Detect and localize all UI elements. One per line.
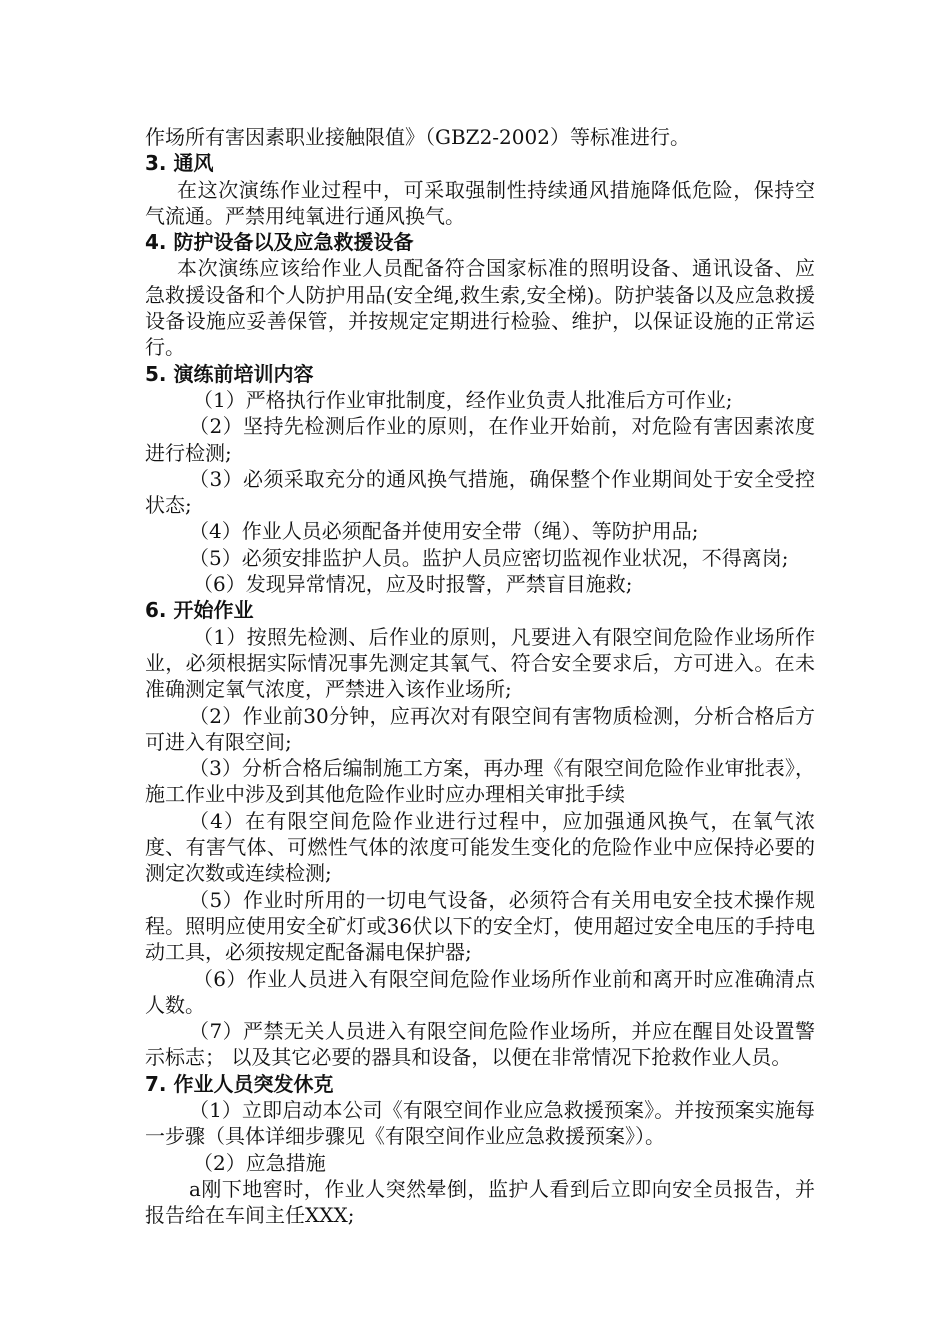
paragraph: 在这次演练作业过程中，可采取强制性持续通风措施降低危险，保持空气流通。严禁用纯氧进行通风换气。 <box>145 177 815 228</box>
list-item: （4）作业人员必须配备并使用安全带（绳）、等防护用品; <box>189 519 699 544</box>
list-item: （2）应急措施 <box>193 1150 326 1175</box>
list-item: （4）在有限空间危险作业进行过程中，应加强通风换气，在氧气浓度、有害气体、可燃性气体的浓度可能发生变化的危险作业中应保持必要的测定次数或连续检测; <box>145 808 815 886</box>
list-item: （1）严格执行作业审批制度，经作业负责人批准后方可作业; <box>193 387 733 412</box>
list-item: （3）分析合格后编制施工方案，再办理《有限空间危险作业审批表》，施工作业中涉及到其他危险作业时应办理相关审批手续 <box>145 756 815 807</box>
list-item: （6）发现异常情况，应及时报警，严禁盲目施救; <box>193 572 633 597</box>
list-item: （5）作业时所用的一切电气设备，必须符合有关用电安全技术操作规程。照明应使用安全矿灯或36伏以下的安全灯，使用超过安全电压的手持电动工具，必须按规定配备漏电保护器; <box>145 887 815 965</box>
paragraph: 作场所有害因素职业接触限值》（GBZ2-2002）等标准进行。 <box>145 125 690 149</box>
list-item: （3）必须采取充分的通风换气措施，确保整个作业期间处于安全受控状态; <box>145 466 815 518</box>
section-heading: 6. 开始作业 <box>145 598 254 623</box>
list-item: （1）立即启动本公司《有限空间作业应急救援预案》。并按预案实施每一步骤（具体详细步骤见《有限空间作业应急救援预案》）。 <box>145 1097 815 1149</box>
list-item: （2）坚持先检测后作业的原则，在作业开始前，对危险有害因素浓度进行检测; <box>145 414 815 465</box>
list-item: （5）必须安排监护人员。监护人员应密切监视作业状况，不得离岗; <box>189 545 789 570</box>
section-heading: 7. 作业人员突发休克 <box>145 1071 334 1096</box>
list-item: （7）严禁无关人员进入有限空间危险作业场所，并应在醒目处设置警示标志； 以及其它必要的器具和设备，以便在非常情况下抢救作业人员。 <box>145 1019 815 1070</box>
list-item: （6）作业人员进入有限空间危险作业场所作业前和离开时应准确清点人数。 <box>145 966 815 1017</box>
section-heading: 3. 通风 <box>145 151 214 176</box>
section-heading: 5. 演练前培训内容 <box>145 361 314 386</box>
list-item: （2）作业前30分钟，应再次对有限空间有害物质检测，分析合格后方可进入有限空间; <box>145 703 815 754</box>
section-heading: 4. 防护设备以及应急救援设备 <box>145 230 414 255</box>
document-body <box>145 124 815 1228</box>
list-item: a刚下地窖时，作业人突然晕倒，监护人看到后立即向安全员报告，并报告给在车间主任XXX; <box>145 1176 815 1228</box>
list-item: （1）按照先检测、后作业的原则，凡要进入有限空间危险作业场所作业，必须根据实际情况事先测定其氧气、符合安全要求后，方可进入。在未准确测定氧气浓度，严禁进入该作业场所; <box>145 624 815 702</box>
paragraph: 本次演练应该给作业人员配备符合国家标准的照明设备、通讯设备、应急救援设备和个人防护用品(安全绳,救生索,安全梯)。防护装备以及应急救援设备设施应妥善保管，并按规定定期进行检验、维护，以保证设施的正常运行。 <box>145 256 815 360</box>
